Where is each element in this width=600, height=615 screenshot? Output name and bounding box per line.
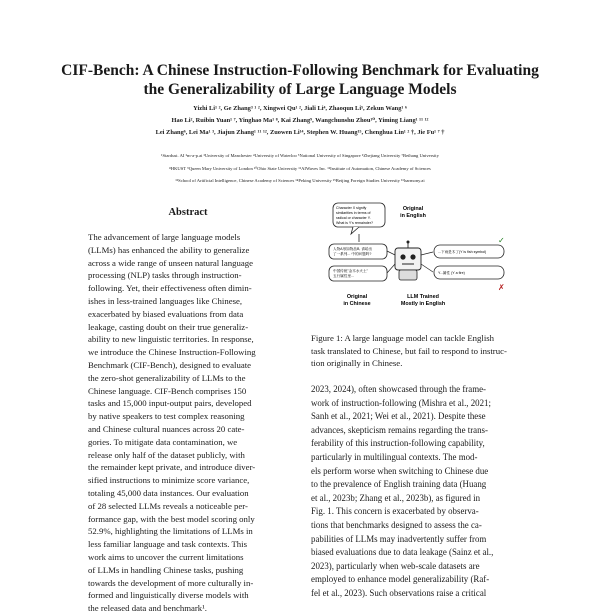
llm-robot-icon xyxy=(395,241,421,281)
abstract-line: we introduce the Chinese Instruction-Following xyxy=(88,347,256,358)
figure-caption xyxy=(311,332,521,370)
paper-title xyxy=(40,61,560,99)
abstract-line: and Chinese cultural nuances across 20 cate- xyxy=(88,423,245,434)
affiliation-line: ¹Stardust. AI ²m-a-p.ai ³University of Manchester ⁴University of Waterloo ⁵National University of Singapore ⁶Zhejiang University ⁷Beihang University xyxy=(161,153,439,158)
abstract-line: The advancement of large language models xyxy=(88,232,241,242)
bubble-zh-line: 五行属性里... xyxy=(333,274,354,278)
body-line: advances, skepticism remains regarding the trans- xyxy=(311,424,488,435)
label-llm-trained: Mostly in English xyxy=(400,301,446,307)
body-line: 2023), particularly when web-scale datasets are xyxy=(311,560,480,571)
title-line-1: CIF-Bench: A Chinese Instruction-Following Benchmark for Evaluating xyxy=(61,62,539,79)
title-line-2: the Generalizability of Large Language Models xyxy=(143,81,457,98)
label-original-english: Original xyxy=(402,206,424,212)
body-line: 2023, 2024), often showcased through the frame- xyxy=(311,384,486,394)
body-line: employed to enhance model generalizability (Raf- xyxy=(311,574,490,585)
abstract-line: totaling 45,000 data instances. Our evaluation xyxy=(88,487,249,498)
arrow-line xyxy=(387,251,395,255)
abstract-line: release only half of the dataset publicly, with xyxy=(88,449,245,460)
abstract-line: by native speakers to test complex reasoning xyxy=(88,411,245,422)
abstract-line: Chinese language. CIF-Bench comprises 150 xyxy=(88,385,247,396)
abstract-line: of LLMs in handling Chinese tasks, pushing xyxy=(88,564,244,575)
label-original-chinese: Original xyxy=(346,294,368,300)
abstract-line: less familiar language and task contexts. This xyxy=(88,539,247,550)
abstract-line: ability to new linguistic territories. In response, xyxy=(88,334,254,345)
arrow-line xyxy=(387,264,395,273)
abstract-line: across a wide range of unseen natural language xyxy=(88,257,253,268)
cross-icon: ✗ xyxy=(498,283,505,292)
body-line: particularly in multilingual contexts. The mod- xyxy=(311,451,478,462)
caption-line: task translated to Chinese, but fail to respond to instruc- xyxy=(311,345,507,356)
affiliation-list xyxy=(50,150,550,188)
affiliation-line: ¹³School of Artificial Intelligence, Chinese Academy of Sciences ¹⁴Peking University ¹⁵Beijing Foreign Studies University ¹⁶harmony.ai xyxy=(175,178,425,183)
abstract-line: ishes in less-trained languages like Chinese, xyxy=(88,295,243,306)
caption-line: Figure 1: A large language model can tackle English xyxy=(311,333,495,343)
body-line: et al., 2023b; Zhang et al., 2023b), as figured in xyxy=(311,492,481,503)
label-original-english: in English xyxy=(400,213,426,219)
body-line: Sanh et al., 2021; Wei et al., 2021). Despite these xyxy=(311,411,486,422)
label-llm-trained: LLM Trained xyxy=(407,294,439,300)
abstract-line: exacerbated by biased evaluations from data xyxy=(88,308,244,319)
bubble-en-line: radical or character Y. xyxy=(336,216,371,220)
abstract-line: formance gap, with the best model scoring only xyxy=(88,513,255,524)
body-line: pabilities of LLMs may inadvertently suffer from xyxy=(311,533,487,544)
abstract-line: tasks and 15,000 input-output pairs, developed xyxy=(88,398,252,409)
figure-1 xyxy=(313,200,509,322)
arrow-line xyxy=(421,264,433,272)
body-line: fel et al., 2023). Such observations raise a critical xyxy=(311,587,487,598)
answer-text: ...下雨是木了(Y is fish symbol) xyxy=(438,250,487,254)
abstract-line: following. Yet, their effectiveness often dimin- xyxy=(88,283,252,294)
answer-text: Y...属性 (Y a fire) xyxy=(438,271,465,275)
abstract-line: gories. To mitigate data contamination, we xyxy=(88,436,238,447)
abstract-line: the released data and benchmark¹. xyxy=(88,603,207,614)
abstract-line: (LLMs) has enhanced the ability to generalize xyxy=(88,244,250,255)
body-line: biased evaluations due to data leakage (Sainz et al., xyxy=(311,547,494,558)
bubble-en-line: Character X signify xyxy=(336,206,367,210)
check-icon: ✓ xyxy=(498,236,505,245)
abstract-line: formed and linguistically diverse models with xyxy=(88,590,249,601)
author-list xyxy=(60,103,540,139)
author-line: Yizhi Li¹ ², Ge Zhang³ ¹ ², Xingwei Qu¹ ², Jiali Li⁴, Zhaoqun Li⁵, Zekun Wang¹ ⁶ xyxy=(193,105,407,112)
body-line: ferability of this instruction-following capability, xyxy=(311,438,485,449)
abstract-line: processing (NLP) tasks through instruction- xyxy=(88,270,242,281)
body-line: work of instruction-following (Mishra et al., 2021; xyxy=(311,397,491,408)
bubble-zh-line: 中国传统"金木水火土" xyxy=(333,269,368,273)
abstract-line: leakage, casting doubt on their true generaliz- xyxy=(88,321,249,332)
arrow-line xyxy=(421,252,433,255)
body-line: Fig. 1. This concern is exacerbated by observa- xyxy=(311,506,479,517)
body-line: to the prevalence of English training data (Huang xyxy=(311,479,487,490)
affiliation-line: ⁸HKUST ⁹Queen Mary University of London ¹⁰Ohio State University ¹¹AIWaves Inc. ¹²Institute of Automation, Chinese Academy of Sciences xyxy=(169,165,431,171)
author-line: Lei Zhang⁶, Lei Ma¹ ³, Jiajun Zhang¹ ¹¹ ¹², Zuowen Li¹⁴, Stephen W. Huang¹⁵, Chenghua Lin¹ ² †, Jie Fu¹ ⁷ † xyxy=(155,129,445,136)
abstract-line: Benchmark (CIF-Bench), designed to evaluate xyxy=(88,359,252,370)
bubble-tail xyxy=(351,227,359,234)
bubble-en-line: What is Y's remainder? xyxy=(336,221,373,225)
author-line: Hao Li², Ruibin Yuan¹ ⁷, Yinghao Ma¹ ⁸, Kai Zhang⁹, Wangchunshu Zhou¹⁰, Yiming Liang¹ ¹¹ ¹² xyxy=(171,117,429,124)
body-line: tions that benchmarks designed to assess the ca- xyxy=(311,519,482,530)
abstract-line: 52.9%, highlighting the limitations of LLMs in xyxy=(88,526,253,537)
body-line: els perform worse when switching to Chinese due xyxy=(311,465,489,476)
caption-line: tion originally in Chinese. xyxy=(311,358,403,368)
abstract-line: the remainder kept private, and introduce diver- xyxy=(88,462,256,473)
abstract-line: work aims to uncover the current limitations xyxy=(88,551,244,562)
body-text xyxy=(311,383,531,601)
bubble-en-line: similarities in terms of xyxy=(336,211,371,215)
label-original-chinese: in Chinese xyxy=(343,301,371,307)
abstract-line: sified instructions to minimize score variance, xyxy=(88,475,250,486)
abstract-line: the zero-shot generalizability of LLMs to the xyxy=(88,372,246,383)
abstract-line: of 28 selected LLMs reveals a noticeable per- xyxy=(88,500,248,511)
bubble-zh-line: 了一系列... 中的问题吗? xyxy=(333,252,372,256)
abstract-heading: Abstract xyxy=(168,207,208,218)
bubble-zh-line: 人物A形如物品B, 请给出 xyxy=(333,247,373,251)
abstract-line: towards the development of more culturally in- xyxy=(88,577,254,588)
abstract-body xyxy=(88,231,284,615)
